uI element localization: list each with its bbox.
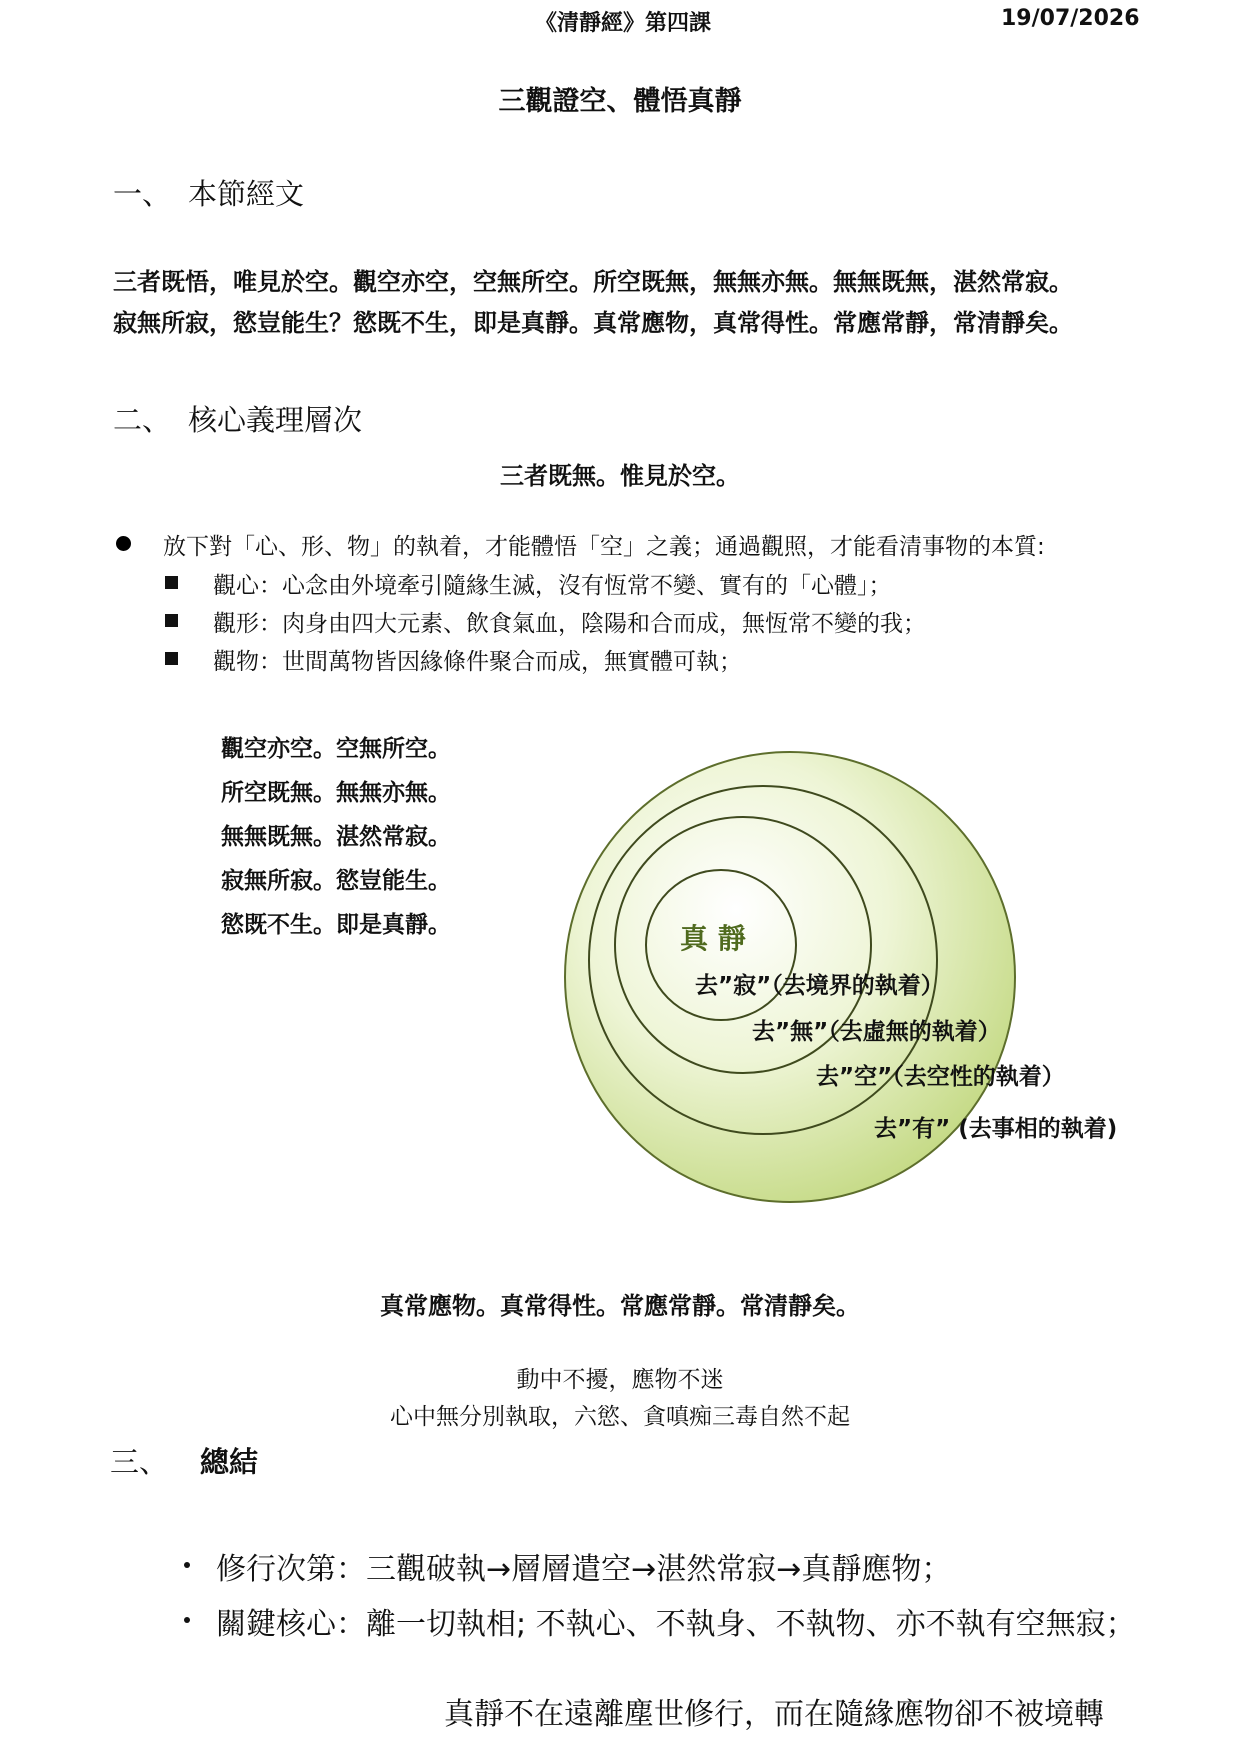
- closing-quote: 真常應物。真常得性。常應常靜。常清靜矣。: [380, 1292, 860, 1320]
- summary-dot: [184, 1617, 190, 1623]
- subitem-guanwu: 觀物：世間萬物皆因緣條件聚合而成，無實體可執；: [213, 649, 742, 675]
- poem-line: 慾既不生。即是真靜。: [221, 912, 451, 938]
- subitem-guanxing: 觀形：肉身由四大元素、飲食氣血，陰陽和合而成，無恆常不變的我；: [213, 611, 926, 637]
- ring-label-ji: 去”寂”（去境界的執着）: [695, 973, 944, 999]
- bullet-text: 放下對「心、形、物」的執着，才能體悟「空」之義；通過觀照，才能看清事物的本質:: [163, 534, 1045, 560]
- poem-line: 觀空亦空。空無所空。: [221, 736, 451, 762]
- page-subtitle: 三觀證空、體悟真靜: [498, 86, 742, 117]
- note-line: 心中無分別執取，六慾、貪嗔痴三毒自然不起: [390, 1404, 850, 1430]
- note-line: 動中不擾，應物不迷: [516, 1367, 724, 1393]
- center-label: 真 靜: [680, 922, 746, 955]
- summary-dot: [184, 1562, 190, 1568]
- doc-title: 《清靜經》第四課: [535, 11, 712, 36]
- poem-line: 無無既無。湛然常寂。: [221, 824, 451, 850]
- scripture-line: 寂無所寂，慾豈能生？慾既不生，即是真靜。真常應物，真常得性。常應常靜，常清靜矣。: [113, 309, 1073, 337]
- section2-title: 核心義理層次: [188, 403, 363, 437]
- subitem-guanxin: 觀心：心念由外境牽引隨緣生滅，沒有恆常不變、實有的「心體」；: [213, 573, 892, 599]
- centered-quote: 三者既無。惟見於空。: [500, 462, 740, 490]
- section1-number: 一、: [113, 177, 172, 211]
- summary-item: 修行次第：三觀破執→層層遣空→湛然常寂→真靜應物；: [216, 1552, 952, 1587]
- doc-date: 19/07/2026: [1001, 6, 1140, 31]
- poem-line: 寂無所寂。慾豈能生。: [221, 868, 451, 894]
- summary-item: 關鍵核心：離一切執相; 不執心、不執身、不執物、亦不執有空無寂；: [216, 1607, 1136, 1642]
- ring-label-kong: 去”空”（去空性的執着）: [816, 1064, 1065, 1090]
- section3-title: 總結: [200, 1445, 259, 1479]
- section1-title: 本節經文: [188, 177, 305, 211]
- poem-line: 所空既無。無無亦無。: [221, 780, 451, 806]
- final-line: 真靜不在遠離塵世修行，而在隨緣應物卻不被境轉: [444, 1697, 1104, 1732]
- scripture-line: 三者既悟，唯見於空。觀空亦空，空無所空。所空既無，無無亦無。無無既無，湛然常寂。: [113, 268, 1073, 296]
- ring-label-you: 去”有” (去事相的執着): [874, 1116, 1118, 1142]
- ring-label-wu: 去”無”（去虛無的執着）: [752, 1019, 1001, 1045]
- section3-number: 三、: [110, 1445, 169, 1479]
- section2-number: 二、: [113, 403, 172, 437]
